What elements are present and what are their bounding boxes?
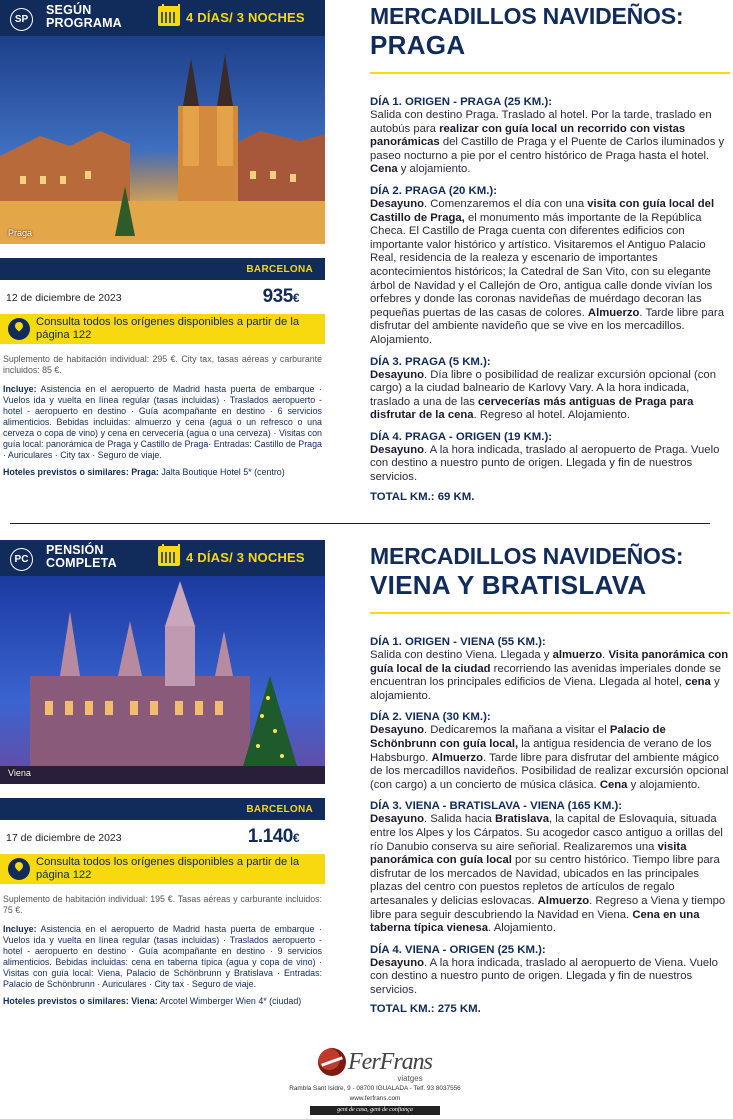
itinerary — [370, 0, 730, 503]
hotels-text: Hoteles previstos o similares: Praga: Jalta Boutique Hotel 5* (centro) — [3, 467, 285, 477]
day-3: DÍA 3. PRAGA (5 KM.): Desayuno. Día libre o posibilidad de realizar excursión opcional (con cargo) a la ciudad balneario de Karlovy Vary. A la hora indicada, traslado a una de las cervecerías más antiguas de Praga para disfrutar de la cena. Regreso al hotel. Alojamiento. — [370, 355, 716, 422]
consult-text: Consulta todos los orígenes disponibles a partir de la página 122 — [36, 316, 300, 341]
day-4: DÍA 4. VIENA - ORIGEN (25 KM.): Desayuno. A la hora indicada, traslado al aeropuerto de Viena. Vuelo con destino a nuestro punto de origen. Llegada y fin de nuestros servicios. — [370, 943, 718, 996]
hotels-text: Hoteles previstos o similares: Viena: Arcotel Wimberger Wien 4* (ciudad) — [3, 996, 302, 1006]
package-praga — [0, 0, 733, 515]
departure-date: 12 de diciembre de 2023 — [6, 292, 122, 304]
praga-illustration — [0, 36, 325, 244]
day-2: DÍA 2. PRAGA (20 KM.): Desayuno. Comenzaremos el día con una visita con guía local del Castillo de Praga, el monumento más importante de la República Checa. El Castillo de Praga cuenta con diferentes edificios con importante valor histórico y artístico. Visitaremos el Antiguo Palacio Real, residencia de la realeza y escenario de importantes acontecimientos históricos; la Catedral de San Vito, con su elegante árbol de Navidad y el Callejón de Oro, antigua calle donde vivían los orfebres y donde las coronas navideñas de muérdago decoran las pequeñas puertas de las casas de colores. Almuerzo. Tarde libre para disfrutar del ambiente navideño que se vive en los mercadillos. Alojamiento. — [370, 184, 724, 346]
title-rule — [370, 72, 730, 74]
board-type: SEGÚN PROGRAMA — [46, 3, 122, 30]
package-card — [0, 540, 325, 1007]
departure-date: 17 de diciembre de 2023 — [6, 832, 122, 844]
consult-origins-banner[interactable] — [0, 854, 325, 884]
price-line — [0, 820, 325, 854]
itinerary-title: MERCADILLOS NAVIDEÑOS: — [370, 543, 684, 569]
location-pin-icon — [8, 318, 30, 340]
agency-website[interactable]: www.ferfrans.com — [349, 1095, 401, 1102]
day-4: DÍA 4. PRAGA - ORIGEN (19 KM.): Desayuno. A la hora indicada, traslado al aeropuerto de Praga. Vuelo con destino a nuestro punto de origen. Llegada y fin de nuestros servicios. — [370, 430, 720, 484]
photo-caption: Praga — [8, 228, 33, 238]
board-badge: PC — [10, 548, 33, 571]
origin-city: BARCELONA — [0, 798, 325, 820]
itinerary — [370, 540, 730, 1015]
photo-caption: Viena — [8, 768, 31, 778]
package-header-bar — [0, 0, 325, 36]
consult-origins-banner[interactable] — [0, 314, 325, 344]
package-card — [0, 0, 325, 478]
supplement-note: Suplemento de habitación individual: 195 €. Tasas aéreas y carburante incluidos: 75 €. — [3, 894, 322, 915]
agency-name: FerFrans — [348, 1048, 432, 1075]
board-type: PENSIÓN COMPLETA — [46, 543, 117, 570]
destination-photo — [0, 576, 325, 784]
calendar-icon — [158, 546, 180, 566]
price: 1.140€ — [247, 826, 299, 847]
price: 935€ — [262, 286, 299, 307]
day-3: DÍA 3. VIENA - BRATISLAVA - VIENA (165 KM.): Desayuno. Salida hacia Bratislava, la capital de Eslovaquia, situada entre los Alpes y los Cárpatos. Su acogedor casco antiguo a orillas del río Danubio conserva su aire señorial. Realizaremos una visita panorámica con guía local por su centro histórico. Tiempo libre para disfrutar de los mercados de Navidad, ubicados en las principales plazas del centro con puestos repletos de artículos de regalo artesanales y delicias eslovacas. Almuerzo. Regreso a Viena y tiempo libre para seguir descubriendo la Navidad en Viena. Cena en una taberna típica vienesa. Alojamiento. — [370, 800, 726, 935]
days-list — [370, 636, 730, 1015]
location-pin-icon — [8, 858, 30, 880]
package-viena — [0, 540, 733, 1040]
viena-illustration — [0, 576, 325, 784]
board-badge: SP — [10, 8, 33, 31]
destination-photo — [0, 36, 325, 244]
agency-slogan: gent de casa, gent de confiança — [310, 1106, 440, 1115]
calendar-icon — [158, 6, 180, 26]
title-rule — [370, 612, 730, 614]
total-km: TOTAL KM.: 69 KM. — [370, 490, 475, 503]
itinerary-destination: VIENA Y BRATISLAVA — [370, 570, 647, 600]
total-km: TOTAL KM.: 275 KM. — [370, 1003, 481, 1016]
consult-text: Consulta todos los orígenes disponibles a partir de la página 122 — [36, 856, 300, 881]
duration: 4 DÍAS/ 3 NOCHES — [186, 10, 305, 25]
supplement-note: Suplemento de habitación individual: 295 €. City tax, tasas aéreas y carburante incluidos: 85 €. — [3, 354, 322, 375]
day-2: DÍA 2. VIENA (30 KM.): Desayuno. Dedicaremos la mañana a visitar el Palacio de Schönbrunn con guía local, la antigua residencia de verano de los Habsburgo. Almuerzo. Tarde libre para disfrutar del ambiente mágico de los mercadillos navideños. Posibilidad de realizar excursión opcional (con cargo) a un concierto de música clásica. Cena y alojamiento. — [370, 711, 729, 791]
price-line — [0, 280, 325, 314]
itinerary-destination: PRAGA — [370, 30, 466, 60]
package-header-bar — [0, 540, 325, 576]
includes-text: Incluye: Asistencia en el aeropuerto de Madrid hasta puerta de embarque · Vuelos ida y vuelta en línea regular (tasas incluidas) · Traslados aeropuerto - hotel - aeropuerto en destino · Guía acompañante en destino · 6 servicios alimenticios. Bebidas incluidas: almuerzo y cena (agua o un refresco o una cerveza o copa de vino) y cena en cervecería (agua o una cerveza) · Visitas con guía local: panorámica de Praga y Castillo de Praga· Entradas: Castillo de Praga · Auriculares · City tax · Seguro de viaje. — [3, 384, 322, 460]
includes-text: Incluye: Asistencia en el aeropuerto de Madrid hasta puerta de embarque · Vuelos ida y vuelta en línea regular (tasas incluidas) · Traslados aeropuerto - hotel - aeropuerto en destino · Guía acompañante en destino · 9 servicios alimenticios. Bebidas incluidas: cena en taberna típica (agua y copa de vino) · Visitas con guía local: Viena, Palacio de Schönbrunn y Bratislava · Entradas: Palacio de Schönbrunn · Auriculares · City tax · Seguro de viaje. — [3, 924, 322, 989]
agency-subtitle: viatges — [397, 1074, 423, 1083]
agency-footer — [285, 1048, 465, 1118]
duration: 4 DÍAS/ 3 NOCHES — [186, 550, 305, 565]
origin-city: BARCELONA — [0, 258, 325, 280]
day-1: DÍA 1. ORIGEN - PRAGA (25 KM.): Salida con destino Praga. Traslado al hotel. Por la tarde, traslado en autobús para realizar con guía local un recorrido con vistas panorámicas del Castillo de Praga y el Puente de Carlos iluminados y paseo nocturno a pie por el centro histórico de Praga hasta el hotel. Cena y alojamiento. — [370, 96, 725, 176]
itinerary-title: MERCADILLOS NAVIDEÑOS: — [370, 3, 684, 29]
days-list — [370, 96, 730, 503]
agency-address: Rambla Sant Isidre, 9 - 08700 IGUALADA - Telf. 93 8037556 — [289, 1085, 461, 1092]
section-divider — [10, 523, 710, 524]
day-1: DÍA 1. ORIGEN - VIENA (55 KM.): Salida con destino Viena. Llegada y almuerzo. Visita panorámica con guía local de la ciudad recorriendo las avenidas imperiales donde se encuentran los principales edificios de Viena. Llegada al hotel, cena y alojamiento. — [370, 636, 729, 702]
globe-icon — [318, 1048, 346, 1076]
agency-logo — [285, 1048, 465, 1076]
